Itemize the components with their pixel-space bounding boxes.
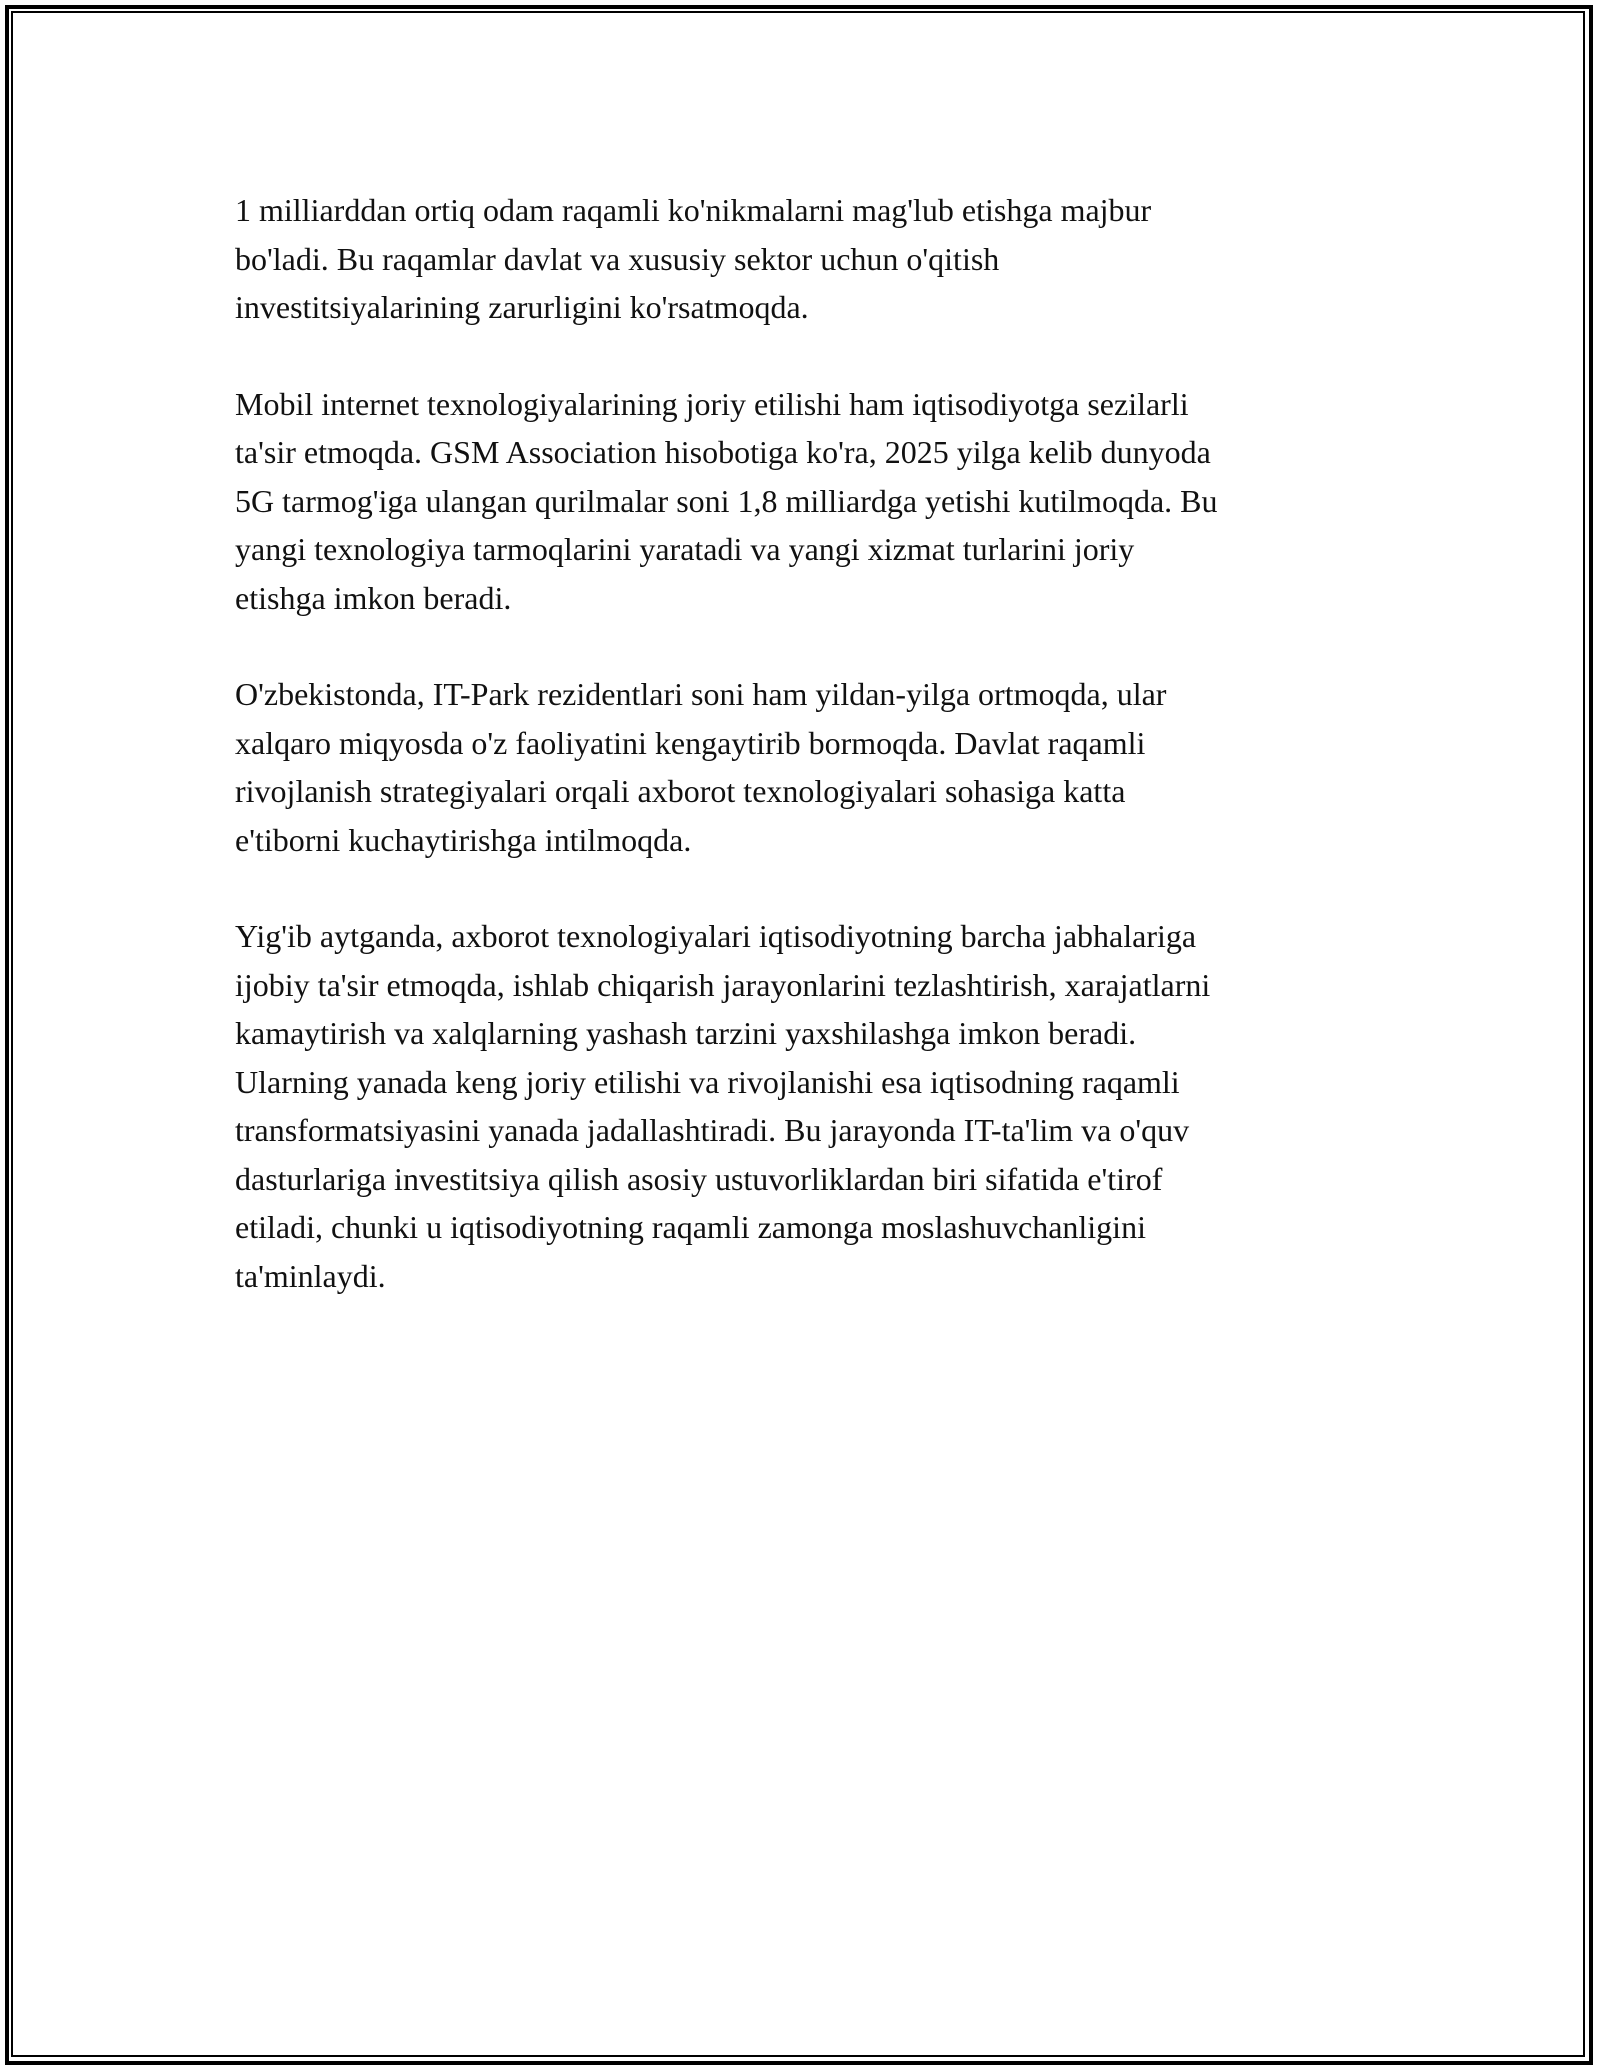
paragraph-3: O'zbekistonda, IT-Park rezidentlari soni ham yildan-yilga ortmoqda, ular xalqaro miqyosda o'z faoliyatini kengaytirib bormoqda. Davlat raqamli rivojlanish strategiyalari orqali axborot texnologiyalari sohasiga katta e'tiborni kuchaytirishga intilmoqda.	[235, 676, 1167, 858]
paragraph-2: Mobil internet texnologiyalarining joriy etilishi ham iqtisodiyotga sezilarli ta'sir etmoqda. GSM Association hisobotiga ko'ra, 2025 yilga kelib dunyoda 5G tarmog'iga ulangan qurilmalar soni 1,8 milliardga yetishi kutilmoqda. Bu yangi texnologiya tarmoqlarini yaratadi va yangi xizmat turlarini joriy etishga imkon beradi.	[235, 385, 1218, 616]
paragraph-4: Yig'ib aytganda, axborot texnologiyalari iqtisodiyotning barcha jabhalariga ijobiy ta'sir etmoqda, ishlab chiqarish jarayonlarini tezlashtirish, xarajatlarni kamaytirish va xalqlarning yashash tarzini yaxshilashga imkon beradi. Ularning yanada keng joriy etilishi va rivojlanishi esa iqtisodning raqamli transformatsiyasini yanada jadallashtiradi. Bu jarayonda IT-ta'lim va o'quv dasturlariga investitsiya qilish asosiy ustuvorliklardan biri sifatida e'tirof etiladi, chunki u iqtisodiyotning raqamli zamonga moslashuvchanligini ta'minlaydi.	[235, 918, 1211, 1294]
document-body	[235, 186, 1375, 1348]
paragraph-1: 1 milliarddan ortiq odam raqamli ko'nikmalarni mag'lub etishga majbur bo'ladi. Bu raqamlar davlat va xususiy sektor uchun o'qitish investitsiyalarining zarurligini ko'rsatmoqda.	[235, 192, 1152, 325]
